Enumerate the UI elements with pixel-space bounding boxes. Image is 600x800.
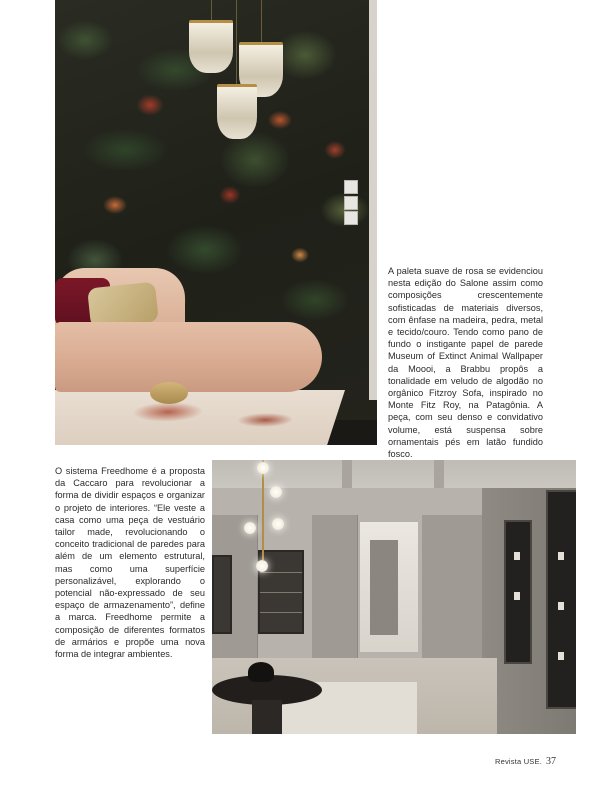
shelf bbox=[260, 572, 302, 573]
pendant-globe bbox=[257, 462, 269, 474]
page-footer bbox=[495, 756, 556, 767]
shelf bbox=[260, 592, 302, 593]
pendant-globe bbox=[272, 518, 284, 530]
ceiling-beam bbox=[434, 460, 444, 488]
pendant-globe bbox=[270, 486, 282, 498]
light-switch bbox=[344, 211, 358, 225]
page-number: 37 bbox=[546, 756, 556, 767]
table-base bbox=[252, 700, 282, 734]
vitrine-object bbox=[558, 652, 564, 660]
vitrine-object bbox=[558, 552, 564, 560]
fitzroy-sofa bbox=[55, 322, 322, 392]
chandelier-cord bbox=[261, 0, 262, 44]
pendant-lamp-rod bbox=[262, 460, 264, 560]
shelf-cabinet bbox=[212, 555, 232, 634]
vitrine-object bbox=[558, 602, 564, 610]
shelf bbox=[260, 612, 302, 613]
light-switch bbox=[344, 196, 358, 210]
brass-sofa-foot bbox=[150, 382, 188, 404]
caption-freedhome: O sistema Freedhome é a proposta da Caccaro para revolucionar a forma de dividir espaços e organizar o projeto de interiores. “Ele veste a casa como uma peça de vestuário tailor made, revolucionando o conceito tradicional de paredes para além de um elemento estrutural, mas como uma superfície personalizável, explorando o potencial não-expressado de seu espaço de armazenamento”, define a marca. Freedhome permite a composição de diferentes formatos de armários e propõe uma nova forma de integrar ambientes. bbox=[55, 466, 205, 660]
wall-edge bbox=[369, 0, 377, 400]
glass-vitrine bbox=[546, 490, 576, 709]
glass-vitrine bbox=[504, 520, 532, 664]
chandelier-cord bbox=[211, 0, 212, 22]
ornamental-rug bbox=[55, 390, 345, 445]
crystal-chandelier bbox=[189, 20, 233, 73]
kettle bbox=[248, 662, 274, 682]
wardrobe-panel bbox=[312, 515, 358, 660]
crystal-chandelier bbox=[217, 84, 257, 139]
inner-room bbox=[370, 540, 398, 635]
chandelier-cord bbox=[236, 0, 237, 86]
photo-freedhome-interior bbox=[212, 460, 576, 734]
ceiling-beam bbox=[342, 460, 352, 488]
vitrine-object bbox=[514, 552, 520, 560]
pendant-globe bbox=[256, 560, 268, 572]
vitrine-object bbox=[514, 592, 520, 600]
magazine-name: Revista USE. bbox=[495, 757, 542, 766]
pendant-globe bbox=[244, 522, 256, 534]
photo-botanical-sofa bbox=[55, 0, 377, 445]
caption-salone: A paleta suave de rosa se evidenciou nesta edição do Salone assim como composições crescentemente sofisticadas de materiais diversos, com ênfase na madeira, pedra, metal e tecido/couro. Tendo como pano de fundo o instigante papel de parede Museum of Extinct Animal Wallpaper da Moooi, a Brabbu propôs a tonalidade em veludo de algodão no orgânico Fitzroy Sofa, inspirado no Monte Fitz Roy, na Patagônia. A peça, com seu denso e convidativo volume, está suspensa sobre ornamentais pés em latão fundido fosco. bbox=[388, 266, 543, 460]
light-switch bbox=[344, 180, 358, 194]
wardrobe-panel bbox=[422, 515, 483, 660]
